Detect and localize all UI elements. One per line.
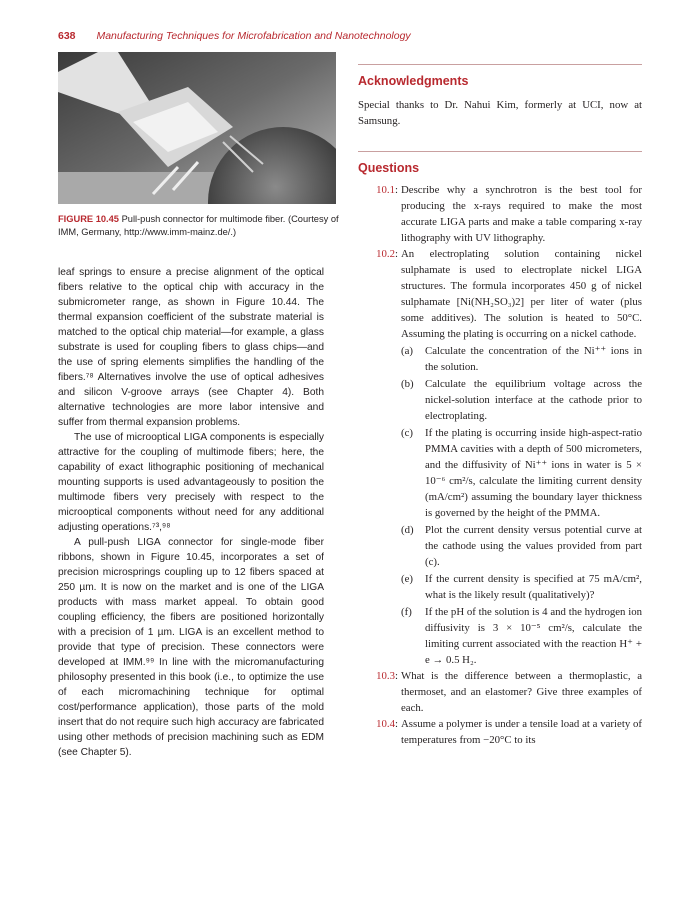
figure-caption — [58, 213, 343, 239]
question-number: 10.3 — [376, 670, 395, 682]
question-text: An electroplating solution containing nickel sulphamate is used to electroplate nickel LIGA structures. The formula incorporates 450 g of nickel sulphamate [Ni(NH₂SO₃)2] per liter of water (plus some additives). The solution is heated to 50°C. Assuming the plating is occurring on a nickel cathode. — [401, 248, 642, 340]
part-text: If the current density is specified at 75 mA/cm², what is the likely result (qualitatively)? — [425, 573, 642, 601]
question-part — [401, 376, 642, 424]
question-item: 10.4: Assume a polymer is under a tensile load at a variety of temperatures from −20°C to its — [376, 718, 642, 746]
part-label: (b) — [401, 378, 414, 390]
figure-caption-text: Pull-push connector for multimode fiber. (Courtesy of IMM, Germany, http://www.imm-mainz.de/.) — [58, 214, 339, 237]
question-item: 10.3: What is the difference between a thermoplastic, a thermoset, and an elastomer? Give three examples of each. — [376, 670, 642, 714]
part-label: (a) — [401, 345, 413, 357]
question-part — [401, 604, 642, 668]
running-header — [58, 30, 411, 42]
body-paragraph: leaf springs to ensure a precise alignment of the optical fibers relative to the optical chip with accuracy in the submicrometer range, as shown in Figure 10.44. The thermal expansion coefficient of the substrate material is matched to the optical chip material—for example, a glass substrate is used for coupling fibers to glass chips—and the use of spring elements simplifies the handling of the fibers.⁷⁸ Alternatives involve the use of optical adhesives and silicon V-groove arrays (see Chapter 4). Both alternative technologies are more labor intensive and suffer from thermal expansion problems. — [58, 267, 324, 428]
question-text: Describe why a synchrotron is the best tool for producing the x-rays required to make the most accurate LIGA parts and make a table comparing x-ray lithography with UV lithography. — [401, 184, 642, 244]
acknowledgments-text: Special thanks to Dr. Nahui Kim, formerly at UCI, now at Samsung. — [358, 99, 642, 127]
questions-list — [358, 182, 642, 748]
page-number: 638 — [58, 30, 76, 42]
left-column — [58, 265, 324, 760]
question-part — [401, 522, 642, 570]
question-text: Assume a polymer is under a tensile load at a variety of temperatures from −20°C to its — [401, 718, 642, 746]
questions-heading: Questions — [358, 151, 642, 176]
part-label: (d) — [401, 524, 414, 536]
question-number: 10.2 — [376, 248, 395, 260]
question-part — [401, 425, 642, 521]
body-paragraph: A pull-push LIGA connector for single-mode fiber ribbons, shown in Figure 10.45, incorporates a set of precision microsprings coupling up to 12 fibers spaced at 250 µm. It is now on the market and is one of the LIGA products with mass market appeal. To obtain good coupling efficiency, the fibers are positioned horizontally with a precision of 1 µm. LIGA is an excellent method to provide that type of precision. These connectors were developed at IMM.⁹⁹ In line with the micromanufacturing philosophy presented in this book (i.e., to optimize the use of each micromachining technique for optimal cost/performance application), those parts of the mold insert that do not require such high accuracy are fabricated using other methods of precision machining such as EDM (see Chapter 5). — [58, 537, 324, 758]
part-text: Plot the current density versus potential curve at the cathode using the values provided from part (c). — [425, 524, 642, 568]
question-number: 10.4 — [376, 718, 395, 730]
connector-photo — [58, 52, 336, 204]
acknowledgments-heading: Acknowledgments — [358, 64, 642, 89]
part-label: (f) — [401, 606, 412, 618]
question-item: 10.2: An electroplating solution containing nickel sulphamate is used to electroplate nickel LIGA structures. The formula incorporates 450 g of nickel sulphamate [Ni(NH₂SO₃)2] per liter of water (plus some additives). The solution is heated to 50°C. Assuming the plating is occurring on a nickel cathode. (a) Calculate the concentration of the Ni⁺⁺ ions in the solution. (b) Calculate the equilibrium voltage across the nickel-solution interface at the cathode prior to electroplating. (c) If the plating is occurring inside high-aspect-ratio PMMA cavities with a depth of 500 micrometers, and the diffusivity of Ni⁺⁺ ions in water is 5 × 10⁻⁶ cm²/s, calculate the limiting current density (mA/cm²) assuming the boundary layer thickness is governed by the height of the PMMA. (d) Plot the current density versus potential curve at the cathode using the values provided from part (c). (e) If the current density is specified at 75 mA/cm², what is the likely result (qualitatively)? (f) If the pH of the solution is 4 and the hydrogen ion diffusivity is 3 × 10⁻⁵ cm²/s, calculate the limiting current associated with the reaction H⁺ + e → 0.5 H₂. — [376, 248, 642, 666]
part-text: Calculate the equilibrium voltage across the nickel-solution interface at the cathode prior to electroplating. — [425, 378, 642, 422]
running-title: Manufacturing Techniques for Microfabrication and Nanotechnology — [96, 30, 411, 42]
figure-label: FIGURE 10.45 — [58, 214, 119, 224]
right-column — [358, 64, 642, 748]
part-label: (c) — [401, 427, 413, 439]
question-part — [401, 571, 642, 603]
part-text: If the pH of the solution is 4 and the hydrogen ion diffusivity is 3 × 10⁻⁵ cm²/s, calculate the limiting current associated with the reaction H⁺ + e → 0.5 H₂. — [425, 606, 642, 666]
question-item: 10.1: Describe why a synchrotron is the best tool for producing the x-rays required to make the most accurate LIGA parts and make a table comparing x-ray lithography with UV lithography. — [376, 184, 642, 244]
part-label: (e) — [401, 573, 413, 585]
part-text: Calculate the concentration of the Ni⁺⁺ ions in the solution. — [425, 345, 642, 373]
question-text: What is the difference between a thermoplastic, a thermoset, and an elastomer? Give three examples of each. — [401, 670, 642, 714]
part-text: If the plating is occurring inside high-aspect-ratio PMMA cavities with a depth of 500 micrometers, and the diffusivity of Ni⁺⁺ ions in water is 5 × 10⁻⁶ cm²/s, calculate the limiting current density (mA/cm²) assuming the boundary layer thickness is governed by the height of the PMMA. — [425, 427, 642, 519]
body-paragraph: The use of microoptical LIGA components is especially attractive for the coupling of multimode fibers; here, the capability of exact lithographic positioning of mechanical mounting supports is used advantageously to position the multimode fibers very precisely with respect to the microoptical components without need for any additional adjusting operations.⁷³,⁹⁸ — [58, 432, 324, 533]
question-part — [401, 343, 642, 375]
question-number: 10.1 — [376, 184, 395, 196]
